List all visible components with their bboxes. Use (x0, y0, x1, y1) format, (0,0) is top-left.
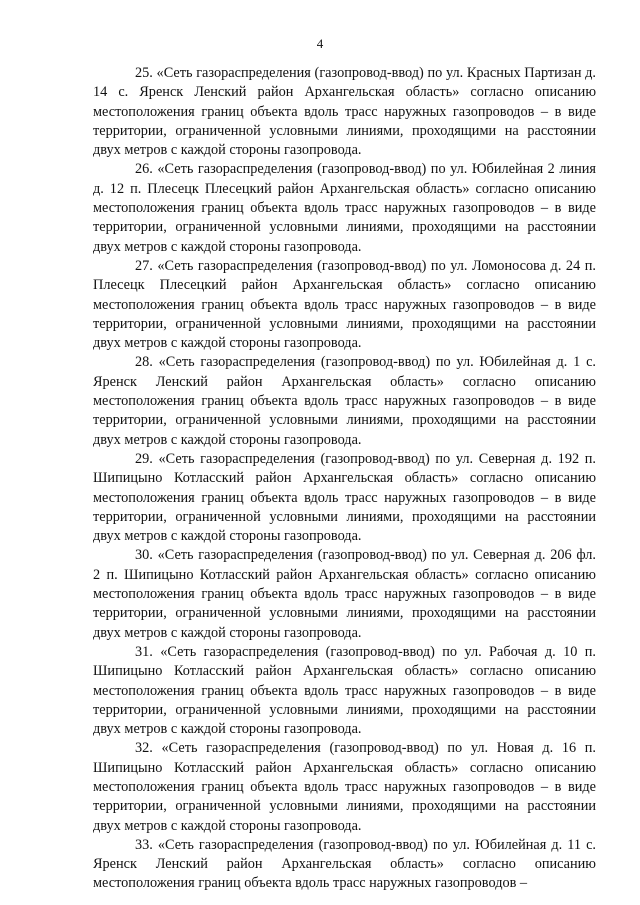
list-item-30: 30. «Сеть газораспределения (газопровод-ввод) по ул. Северная д. 206 фл. 2 п. Шипицыно Котласский район Архангельская область» согласно описанию местоположения границ объекта вдоль трасс наружных газопроводов – в виде территории, ограниченной условными линиями, проходящими на расстоянии двух метров с каждой стороны газопровода. (93, 547, 596, 641)
list-item-26: 26. «Сеть газораспределения (газопровод-ввод) по ул. Юбилейная 2 линия д. 12 п. Плесецк Плесецкий район Архангельская область» согласно описанию местоположения границ объекта вдоль трасс наружных газопроводов – в виде территории, ограниченной условными линиями, проходящими на расстоянии двух метров с каждой стороны газопровода. (93, 161, 596, 255)
list-item-33: 33. «Сеть газораспределения (газопровод-ввод) по ул. Юбилейная д. 11 с. Яренск Ленский район Архангельская область» согласно описанию местоположения границ объекта вдоль трасс наружных газопроводов – (93, 836, 596, 892)
document-body (93, 64, 596, 894)
page-number: 4 (316, 36, 324, 51)
list-item-27: 27. «Сеть газораспределения (газопровод-ввод) по ул. Ломоносова д. 24 п. Плесецк Плесецкий район Архангельская область» согласно описанию местоположения границ объекта вдоль трасс наружных газопроводов – в виде территории, ограниченной условными линиями, проходящими на расстоянии двух метров с каждой стороны газопровода. (93, 257, 596, 352)
list-item-25: 25. «Сеть газораспределения (газопровод-ввод) по ул. Красных Партизан д. 14 с. Яренск Ленский район Архангельская область» согласно описанию местоположения границ объекта вдоль трасс наружных газопроводов – в виде территории, ограниченной условными линиями, проходящими на расстоянии двух метров с каждой стороны газопровода. (93, 65, 596, 159)
list-item-32: 32. «Сеть газораспределения (газопровод-ввод) по ул. Новая д. 16 п. Шипицыно Котласский район Архангельская область» согласно описанию местоположения границ объекта вдоль трасс наружных газопроводов – в виде территории, ограниченной условными линиями, проходящими на расстоянии двух метров с каждой стороны газопровода. (93, 740, 596, 834)
list-item-31: 31. «Сеть газораспределения (газопровод-ввод) по ул. Рабочая д. 10 п. Шипицыно Котласский район Архангельская область» согласно описанию местоположения границ объекта вдоль трасс наружных газопроводов – в виде территории, ограниченной условными линиями, проходящими на расстоянии двух метров с каждой стороны газопровода. (93, 643, 596, 738)
list-item-29: 29. «Сеть газораспределения (газопровод-ввод) по ул. Северная д. 192 п. Шипицыно Котласский район Архангельская область» согласно описанию местоположения границ объекта вдоль трасс наружных газопроводов – в виде территории, ограниченной условными линиями, проходящими на расстоянии двух метров с каждой стороны газопровода. (93, 450, 596, 545)
list-item-28: 28. «Сеть газораспределения (газопровод-ввод) по ул. Юбилейная д. 1 с. Яренск Ленский район Архангельская область» согласно описанию местоположения границ объекта вдоль трасс наружных газопроводов – в виде территории, ограниченной условными линиями, проходящими на расстоянии двух метров с каждой стороны газопровода. (93, 354, 596, 448)
